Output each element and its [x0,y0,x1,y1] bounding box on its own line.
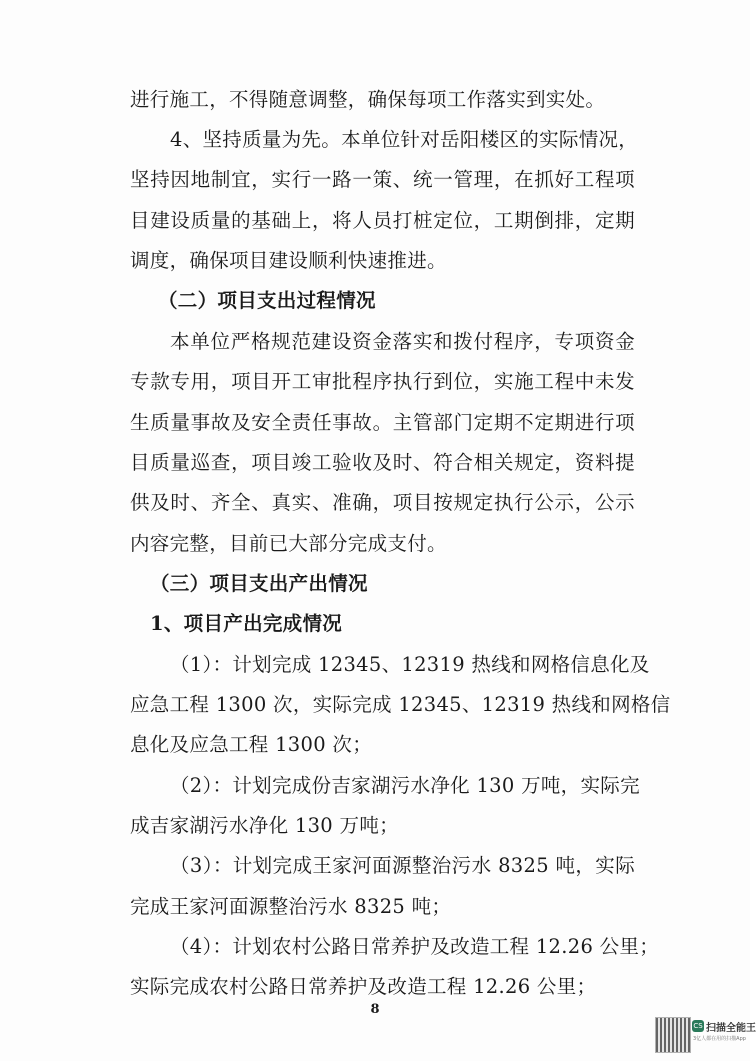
text-line: 生质量事故及安全责任事故。主管部门定期不定期进行项 [130,411,635,434]
watermark-subtitle: 3亿人都在用的扫描App [693,1036,746,1042]
page-number: 8 [370,1002,380,1017]
text-line: （1）：计划完成 12345、12319 热线和网格信息化及 [170,653,650,676]
watermark-brand: 扫描全能王 [706,1023,756,1034]
text-line: 坚持因地制宜，实行一路一策、统一管理，在抓好工程项 [130,168,635,191]
subsection-heading: 1、项目产出完成情况 [150,612,343,635]
text-line: （4）：计划农村公路日常养护及改造工程 12.26 公里； [170,935,660,958]
scanner-watermark [655,1017,756,1055]
text-line: 本单位严格规范建设资金落实和拨付程序，专项资金 [170,330,635,353]
text-line: 目建设质量的基础上，将人员打桩定位，工期倒排，定期 [130,209,635,232]
text-line: 内容完整，目前已大部分完成支付。 [130,532,447,555]
text-line: 应急工程 1300 次，实际完成 12345、12319 热线和网格信 [130,693,671,716]
text-line: 目质量巡查，项目竣工验收及时、符合相关规定，资料提 [130,451,635,474]
camscanner-logo-icon: CS [693,1022,703,1030]
text-line: 4、坚持质量为先。本单位针对岳阳楼区的实际情况， [170,128,639,151]
section-heading: （三）项目支出产出情况 [150,572,368,595]
text-line: 实际完成农村公路日常养护及改造工程 12.26 公里； [130,975,597,998]
text-line: 成吉家湖污水净化 130 万吨； [130,814,399,837]
text-line: 调度，确保项目建设顺利快速推进。 [130,249,447,272]
text-line: 完成王家河面源整治污水 8325 吨； [130,895,452,918]
text-line: （3）：计划完成王家河面源整治污水 8325 吨，实际 [170,854,635,877]
qr-code-icon [655,1017,691,1053]
text-line: 专款专用，项目开工审批程序执行到位，实施工程中未发 [130,370,635,393]
text-line: （2）：计划完成份吉家湖污水净化 130 万吨，实际完 [170,774,640,797]
section-heading: （二）项目支出过程情况 [158,289,376,312]
text-line: 进行施工，不得随意调整，确保每项工作落实到实处。 [130,88,606,111]
text-line: 供及时、齐全、真实、准确，项目按规定执行公示，公示 [130,491,635,514]
text-line: 息化及应急工程 1300 次； [130,733,373,756]
